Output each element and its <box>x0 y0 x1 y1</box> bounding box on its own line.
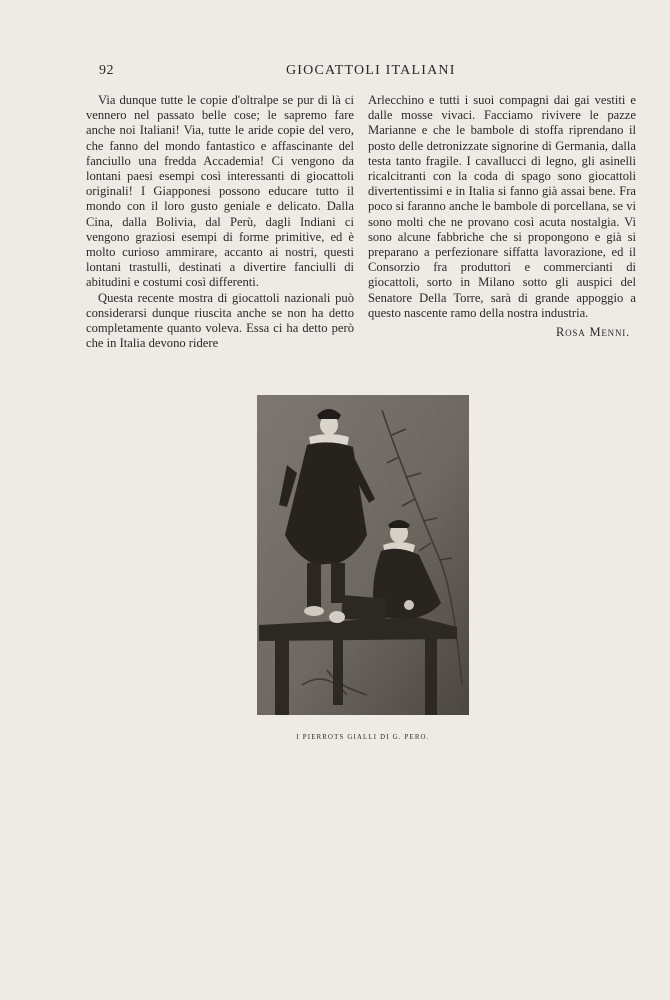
paragraph: Arlecchino e tutti i suoi compagni dai gai vestiti e dalle mosse vivaci. Facciamo rivivere le pazze Marianne e che le bambole di stoffa riprendano il posto delle detronizzate signorine di Germania, dalla testa tanto fragile. I cavallucci di legno, gli asinelli ricalcitranti con la coda di spago sono giocattoli divertentissimi e in Italia si fanno già assai bene. Fra poco si faranno anche le bambole di porcellana, se vi sono molti che ne provano così acuta nostalgia. Vi sono alcune fabbriche che si propongono e già si preparano a perfezionare siffatta lavorazione, ed il Consorzio fra produttori e commercianti di giocattoli, sorto in Milano sotto gli auspici del Senatore Della Torre, sarà di grande appoggio a questo nascente ramo della nostra industria. <box>368 93 636 320</box>
pierrot-dolls-photo <box>257 395 469 715</box>
photograph <box>257 395 469 715</box>
page-number: 92 <box>99 63 114 78</box>
author-signature: Rosa Menni. <box>556 325 630 340</box>
text-column-left <box>86 93 354 351</box>
figure-caption: I PIERROTS GIALLI DI G. PERO. <box>296 734 430 741</box>
paragraph: Questa recente mostra di giocattoli nazionali può considerarsi dunque riuscita anche se non ha detto completamente quanto voleva. Essa ci ha detto però che in Italia devono ridere <box>86 290 354 351</box>
paragraph: Via dunque tutte le copie d'oltralpe se pur di là ci vennero nel passato belle cose; le sapremo fare anche noi Italiani! Via, tutte le aride copie del vero, che fanno del mondo fantastico e affascinante del fanciullo una fredda Accademia! Ci vengono da lontani paesi esempi così interessanti di giocattoli originali! I Giapponesi possono educare tutto il mondo con il loro gusto geniale e delicato. Dalla Cina, dalla Bolivia, dal Perù, dagli Indiani ci vengono graziosi esempi di forme primitive, ed è molto curioso ammirare, accanto ai nostri, questi lontani trastulli, destinati a divertire fanciulli di abitudini e costumi così differenti. <box>86 93 354 290</box>
running-title: GIOCATTOLI ITALIANI <box>286 63 456 78</box>
text-column-right <box>368 93 636 341</box>
